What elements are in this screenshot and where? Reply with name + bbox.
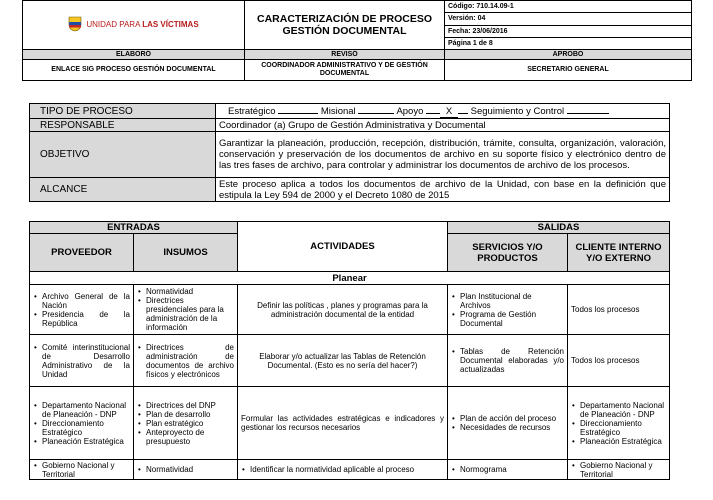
actividad-cell [238,460,448,480]
list-item: • Planeación Estratégica [33,437,130,446]
insumos-cell [134,387,238,460]
list-item: • Gobierno Nacional y Territorial [571,461,666,479]
table-row [30,460,670,480]
process-info-table [29,103,670,202]
list-item: • Normatividad [137,465,234,474]
list-item: • Anteproyecto de presupuesto [137,428,234,446]
servicios-cell [448,387,568,460]
aprobo-header: APROBO [445,50,692,60]
document-title: CARACTERIZACIÓN DE PROCESO GESTIÓN DOCUMENTAL [256,13,432,37]
actividad-cell: Elaborar y/o actualizar las Tablas de Retención Documental. (Esto es no sería del hacer?) [238,335,448,387]
cliente-header: CLIENTE INTERNO Y/O EXTERNO [568,234,670,272]
servicios-cell [448,460,568,480]
cliente-cell [568,387,670,460]
logo-cell [23,1,245,50]
table-row [30,335,670,387]
servicios-header: SERVICIOS Y/O PRODUCTOS [448,234,568,272]
reviso-value: COORDINADOR ADMINISTRATIVO Y DE GESTIÓN DOCUMENTAL [245,60,445,81]
insumos-cell [134,460,238,480]
alcance-label: ALCANCE [30,178,216,202]
responsable-value: Coordinador (a) Grupo de Gestión Administrativa y Documental [216,119,670,132]
objetivo-value: Garantizar la planeación, producción, recepción, distribución, trámite, consulta, organización, valoración, conservación y preservación de los documentos de archivo en su soporte físico y electrónico dentro de las tres fases de archivo, para controlar y administrar los documentos de archivo de los procesos. [216,132,670,178]
list-item: • Departamento Nacional de Planeación - DNP [33,401,130,419]
list-item: • Departamento Nacional de Planeación - DNP [571,401,666,419]
pagina-field: Página 1 de 8 [445,37,692,49]
list-item: • Comité interinstitucional de Desarrollo Administrativo de la Unidad [33,343,130,379]
list-item: • Necesidades de recursos [451,423,564,432]
list-item: • Identificar la normatividad aplicable al proceso [241,465,444,474]
servicios-cell [448,285,568,335]
objetivo-label: OBJETIVO [30,132,216,178]
salidas-header: SALIDAS [448,222,670,234]
table-row [30,285,670,335]
proveedor-cell [30,285,134,335]
list-item: • Plan Institucional de Archivos [451,292,564,310]
list-item: • Direccionamiento Estratégico [571,419,666,437]
title-cell [245,1,445,50]
list-item: • Directrices del DNP [137,401,234,410]
list-item: • Archivo General de la Nación [33,292,130,310]
list-item: • Normograma [451,465,564,474]
list-item: • Presidencia de la República [33,310,130,328]
colombia-seal-icon [68,16,82,32]
list-item: • Programa de Gestión Documental [451,310,564,328]
phase-planear: Planear [30,272,670,285]
insumos-cell [134,335,238,387]
list-item: • Directrices de administración de documentos de archivo físicos y electrónicos [137,343,234,379]
list-item: • Tablas de Retención Documental elaboradas y/o actualizadas [451,347,564,374]
actividad-cell: Definir las políticas , planes y programas para la administración documental de la entidad [238,285,448,335]
process-activities-table [29,221,670,480]
unidad-victimas-logo: UNIDAD PARA LAS VÍCTIMAS [68,16,198,32]
apoyo-mark: X [440,106,458,118]
list-item: • Plan de acción del proceso [451,414,564,423]
tipo-proceso-value: Estratégico Misional Apoyo X Seguimiento y Control [216,104,670,119]
tipo-proceso-label: TIPO DE PROCESO [30,104,216,119]
insumos-cell [134,285,238,335]
version-field: Versión: 04 [445,13,692,25]
aprobo-value: SECRETARIO GENERAL [445,60,692,81]
responsable-label: RESPONSABLE [30,119,216,132]
entradas-header: ENTRADAS [30,222,238,234]
cliente-cell: Todos los procesos [568,335,670,387]
list-item: • Plan estratégico [137,419,234,428]
list-item: • Direccionamiento Estratégico [33,419,130,437]
proveedor-cell [30,460,134,480]
list-item: • Normatividad [137,287,234,296]
cliente-cell [568,460,670,480]
alcance-value: Este proceso aplica a todos los documentos de archivo de la Unidad, con base en la definición que estipula la Ley 594 de 2000 y el Decreto 1080 de 2015 [216,178,670,202]
servicios-cell [448,335,568,387]
insumos-header: INSUMOS [134,234,238,272]
actividades-header: ACTIVIDADES [238,222,448,272]
proveedor-cell [30,335,134,387]
elaboro-value: ENLACE SIG PROCESO GESTIÓN DOCUMENTAL [23,60,245,81]
actividad-cell: Formular las actividades estratégicas e indicadores y gestionar los recursos necesarios [238,387,448,460]
codigo-field: Código: 710.14.09-1 [445,1,692,13]
proveedor-cell [30,387,134,460]
table-row [30,387,670,460]
proveedor-header: PROVEEDOR [30,234,134,272]
elaboro-header: ELABORÓ [23,50,245,60]
list-item: • Plan de desarrollo [137,410,234,419]
document-header [22,0,692,81]
fecha-field: Fecha: 23/06/2016 [445,25,692,37]
cliente-cell: Todos los procesos [568,285,670,335]
list-item: • Planeación Estratégica [571,437,666,446]
reviso-header: REVISÓ [245,50,445,60]
list-item: • Gobierno Nacional y Territorial [33,461,130,479]
list-item: • Directrices presidenciales para la administración de la información [137,296,234,332]
